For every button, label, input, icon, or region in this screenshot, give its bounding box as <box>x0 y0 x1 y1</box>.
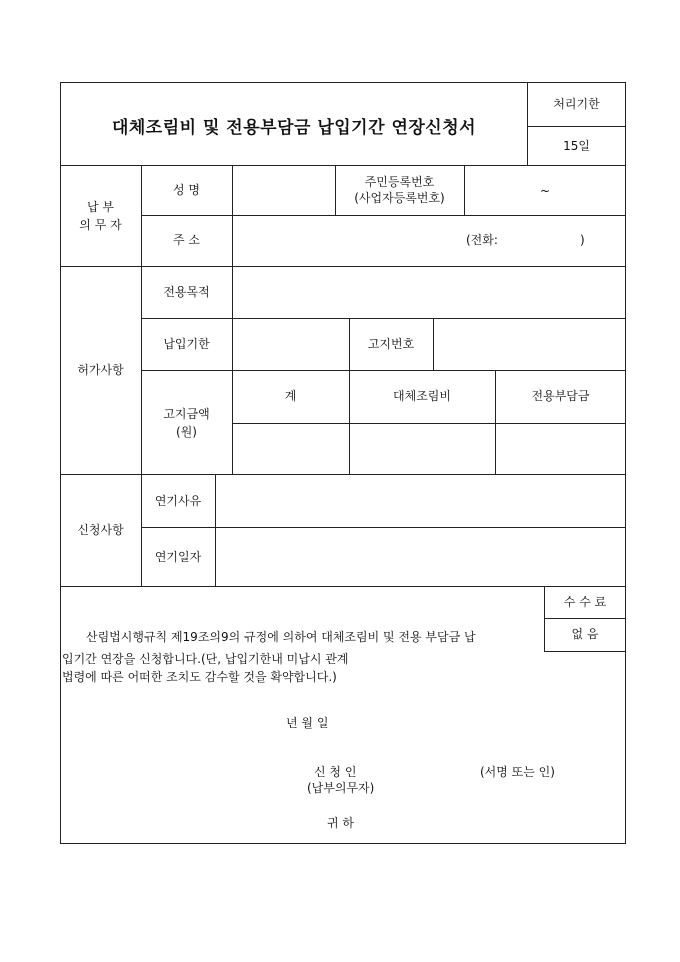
processing-period-value: 15일 <box>563 139 590 153</box>
form-title: 대체조림비 및 전용부담금 납입기간 연장신청서 <box>111 118 477 138</box>
application-section-label: 신청사항 <box>77 523 124 537</box>
signature-label: (서명 또는 인) <box>480 765 555 779</box>
reforestation-label: 대체조림비 <box>393 389 451 403</box>
conversion-label: 전용부담금 <box>531 389 590 403</box>
payer-label-line1: 납 부 <box>87 200 114 214</box>
phone-close: ) <box>580 233 585 247</box>
recipient-label: 귀 하 <box>327 816 354 830</box>
phone-label: (전화: <box>466 233 498 247</box>
applicant-sub-label: (납부의무자) <box>307 781 375 795</box>
statement-line-2: 입기간 연장을 신청합니다.(단, 납입기한내 미납시 관계 <box>62 652 349 666</box>
reforestation-field[interactable] <box>350 424 494 473</box>
date-label: 연기일자 <box>154 550 202 564</box>
section-label-divider <box>141 165 142 586</box>
name-field[interactable] <box>233 166 334 214</box>
amount-label-line2: (원) <box>176 425 197 439</box>
fee-box-mid <box>544 618 626 619</box>
rrn-label-line2: (사업자등록번호) <box>354 191 445 205</box>
deadline-bottom-line <box>141 370 626 371</box>
name-rrn-divider <box>335 165 336 215</box>
total-field[interactable] <box>233 424 348 473</box>
rrn-label-line1: 주민등록번호 <box>364 175 435 189</box>
address-label: 주 소 <box>173 233 200 247</box>
reason-field[interactable] <box>216 475 625 526</box>
purpose-field[interactable] <box>233 267 625 317</box>
fee-label: 수 수 료 <box>563 595 607 609</box>
notice-no-label: 고지번호 <box>367 337 415 351</box>
amount-label-line1: 고지금액 <box>163 407 210 421</box>
deadline-field[interactable] <box>233 319 348 369</box>
purpose-label: 전용목적 <box>163 285 210 299</box>
rrn-separator: ~ <box>539 184 551 198</box>
application-bottom-line <box>60 586 626 587</box>
payer-label-line2: 의 무 자 <box>79 218 122 232</box>
total-label: 계 <box>284 389 297 403</box>
notice-no-field[interactable] <box>434 319 625 369</box>
statement-line-3: 법령에 따른 어떠한 조치도 감수할 것을 확약합니다.) <box>62 670 337 684</box>
reason-label: 연기사유 <box>154 494 202 508</box>
conversion-field[interactable] <box>496 424 625 473</box>
date-field[interactable] <box>216 528 625 585</box>
processing-divider <box>527 126 626 127</box>
statement-line-1: 산림법시행규칙 제19조의9의 규정에 의하여 대체조림비 및 전용 부담금 납 <box>86 630 476 644</box>
name-label: 성 명 <box>173 183 200 197</box>
address-field[interactable] <box>233 216 625 265</box>
processing-period-label: 처리기한 <box>553 97 600 111</box>
fee-box-bottom <box>544 651 626 652</box>
fee-value: 없 음 <box>571 627 599 641</box>
deadline-label: 납입기한 <box>163 337 210 351</box>
permit-section-label: 허가사항 <box>77 363 124 377</box>
applicant-label: 신 청 인 <box>314 765 357 779</box>
date-line: 년 월 일 <box>286 716 329 730</box>
